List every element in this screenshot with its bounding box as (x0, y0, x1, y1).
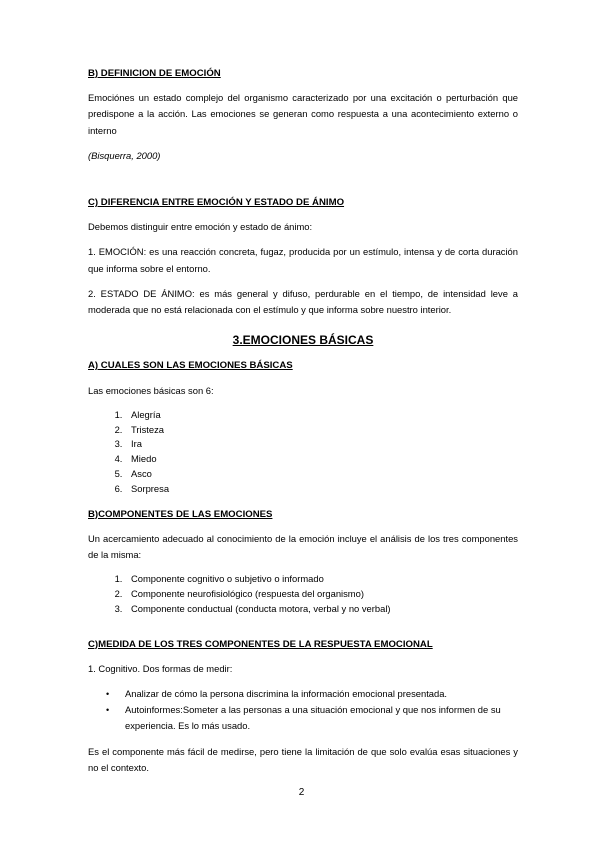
section-c-heading: C) DIFERENCIA ENTRE EMOCIÓN Y ESTADO DE ÁNIMO (88, 197, 345, 209)
components-list (88, 572, 518, 616)
basic-emotions-list (88, 408, 518, 497)
section-3-title: 3.EMOCIONES BÁSICAS (232, 333, 374, 348)
definition-paragraph: Emociónes un estado complejo del organismo caracterizado por una excitación o perturbación que predispone a la acción. Las emociones se generan como respuesta a una acontecimiento externo o interno (88, 92, 518, 136)
section-b-heading: B) DEFINICION DE EMOCIÓN (88, 68, 221, 79)
measurement-heading: C)MEDIDA DE LOS TRES COMPONENTES DE LA RESPUESTA EMOCIONAL (88, 638, 433, 650)
components-heading: B)COMPONENTES DE LAS EMOCIONES (88, 508, 273, 520)
bullet-text: Autoinformes:Someter a las personas a una situación emocional y que nos informen de su experiencia. Es lo más usado. (125, 704, 501, 732)
emotion-definition: 1. EMOCIÓN: es una reacción concreta, fugaz, producida por un estímulo, intensa y de corta duración que informa sobre el entorno. (88, 246, 518, 274)
components-intro: Un acercamiento adecuado al conocimiento de la emoción incluye el análisis de los tres componentes de la misma: (88, 532, 518, 561)
list-item: 3. Ira (125, 437, 518, 452)
spacer (88, 173, 518, 195)
list-item: 1. Componente cognitivo o subjetivo o informado (125, 572, 518, 587)
bullet-icon: • (106, 705, 110, 716)
spacer (88, 627, 518, 637)
citation: (Bisquerra, 2000) (88, 149, 161, 161)
basic-emotions-intro: Las emociones básicas son 6: (88, 384, 214, 396)
bullet-icon: • (106, 689, 110, 700)
list-item: 2. Tristeza (125, 423, 518, 438)
mood-definition: 2. ESTADO DE ÁNIMO: es más general y difuso, perdurable en el tiempo, de intensidad leve a moderada que no está relacionada con el estímulo y que informa sobre nuestro interior. (88, 287, 518, 316)
list-item: 1. Alegría (125, 408, 518, 423)
list-item: 3. Componente conductual (conducta motora, verbal y no verbal) (125, 602, 518, 617)
list-item: 4. Miedo (125, 452, 518, 467)
list-item (106, 686, 518, 702)
basic-emotions-heading: A) CUALES SON LAS EMOCIONES BÁSICAS (88, 360, 293, 372)
list-item (106, 702, 518, 734)
list-item: 2. Componente neurofisiológico (respuesta del organismo) (125, 587, 518, 602)
bullet-text: Analizar de cómo la persona discrimina la información emocional presentada. (125, 688, 448, 700)
page-content (88, 66, 518, 785)
measurement-bullets (88, 686, 518, 734)
cognitive-text: Dos formas de medir: (140, 662, 233, 674)
cognitive-label: 1. Cognitivo. (88, 662, 141, 674)
difference-intro: Debemos distinguir entre emoción y estado de ánimo: (88, 221, 313, 233)
list-item: 6. Sorpresa (125, 482, 518, 497)
list-item: 5. Asco (125, 467, 518, 482)
closing-paragraph: Es el componente más fácil de medirse, pero tiene la limitación de que solo evalúa esas situaciones y no el contexto. (88, 746, 518, 774)
page-number: 2 (298, 787, 305, 798)
cognitive-intro (88, 661, 518, 677)
